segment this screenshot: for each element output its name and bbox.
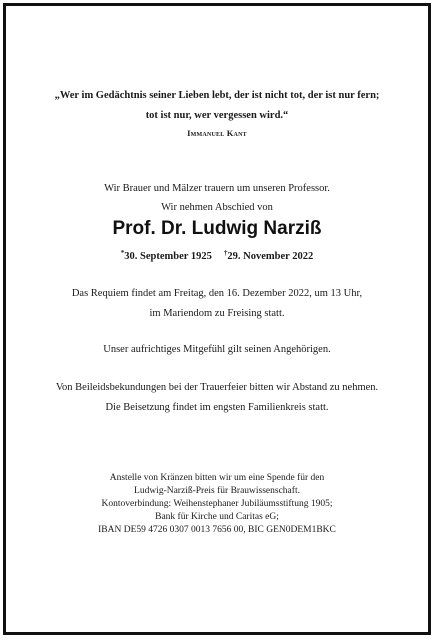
requiem-line-2: im Mariendom zu Freising statt.	[149, 308, 285, 319]
quote-line-1: „Wer im Gedächtnis seiner Lieben lebt, der ist nicht tot, der ist nur fern;	[54, 90, 380, 101]
sympathy-text: Unser aufrichtiges Mitgefühl gilt seinen Angehörigen.	[103, 344, 331, 355]
death-symbol: †	[223, 249, 228, 257]
donation-line-1: Anstelle von Kränzen bitten wir um eine Spende für den	[109, 473, 325, 483]
requiem-line-1: Das Requiem findet am Freitag, den 16. Dezember 2022, um 13 Uhr,	[71, 288, 363, 299]
birth-date: 30. September 1925	[124, 251, 212, 262]
intro-line-1: Wir Brauer und Mälzer trauern um unseren Professor.	[104, 183, 330, 194]
quote-line-2: tot ist nur, wer vergessen wird.“	[145, 110, 289, 121]
intro-line-2: Wir nehmen Abschied von	[161, 202, 273, 213]
death-date: 29. November 2022	[227, 251, 314, 262]
condolences-line-2: Die Beisetzung findet im engsten Familienkreis statt.	[105, 402, 329, 413]
condolences-line-1: Von Beileidsbekundungen bei der Trauerfeier bitten wir Abstand zu nehmen.	[55, 382, 379, 393]
donation-line-5: IBAN DE59 4726 0307 0013 7656 00, BIC GEN0DEM1BKC	[98, 525, 336, 535]
donation-line-3: Kontoverbindung: Weihenstephaner Jubiläumsstiftung 1905;	[101, 499, 333, 509]
donation-line-2: Ludwig-Narziß-Preis für Brauwissenschaft.	[134, 486, 300, 496]
birth-symbol: *	[120, 249, 125, 257]
obituary-frame	[3, 3, 431, 635]
donation-line-4: Bank für Kirche und Caritas eG;	[155, 512, 279, 522]
quote-author: Immanuel Kant	[187, 128, 247, 138]
deceased-name: Prof. Dr. Ludwig Narziß	[112, 218, 322, 239]
life-dates	[6, 249, 428, 262]
